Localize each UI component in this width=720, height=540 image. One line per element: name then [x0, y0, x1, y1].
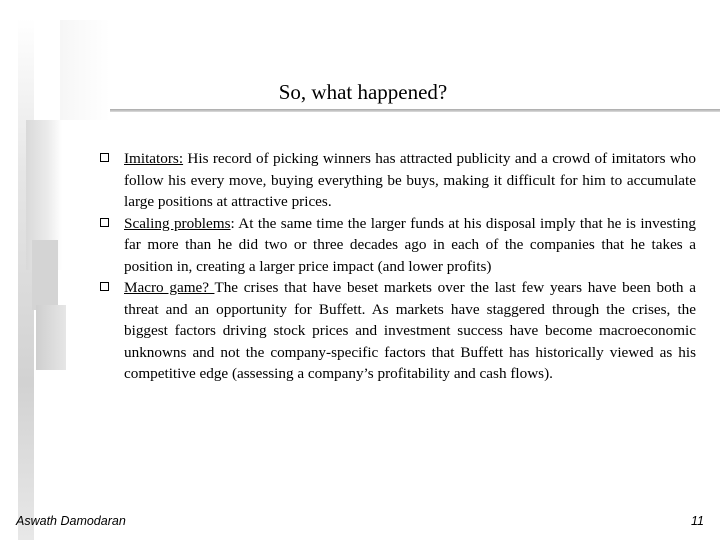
bullet-label: Imitators:: [124, 150, 184, 167]
decorative-bar: [36, 305, 66, 370]
bullet-label: Macro game?: [124, 279, 215, 296]
decorative-sidebar: [0, 0, 110, 540]
bullet-item-scaling-problems: [96, 213, 696, 278]
slide-title: So, what happened?: [278, 80, 448, 104]
decorative-bar: [60, 20, 110, 120]
bullet-text: His record of picking winners has attracted publicity and a crowd of imitators who follow his every move, buying everything be buys, making it difficult for him to accumulate large positions at attractive prices.: [124, 150, 696, 210]
square-bullet-icon: [100, 282, 109, 291]
bullet-list: [96, 148, 696, 385]
square-bullet-icon: [100, 218, 109, 227]
footer-author: Aswath Damodaran: [16, 514, 126, 528]
decorative-bar: [32, 240, 58, 310]
title-divider: [110, 109, 720, 112]
page-number: 11: [691, 514, 704, 528]
bullet-item-imitators: [96, 148, 696, 213]
bullet-text: : At the same time the larger funds at his disposal imply that he is investing far more than he did two or three decades ago in each of the companies that he takes a position in, creating a larger price impact (and lower profits): [124, 214, 697, 275]
bullet-text: The crises that have beset markets over the last few years have been both a threat and an opportunity for Buffett. As markets have staggered through the crises, the biggest factors driving stock prices and investment success have become macroeconomic unknowns and not the company-specific factors that Buffett has historically viewed as his competitive edge (assessing a company’s profitability and cash flows).: [124, 279, 696, 382]
bullet-label: Scaling problems: [124, 214, 231, 232]
bullet-item-macro-game: [96, 277, 696, 385]
square-bullet-icon: [100, 153, 109, 162]
